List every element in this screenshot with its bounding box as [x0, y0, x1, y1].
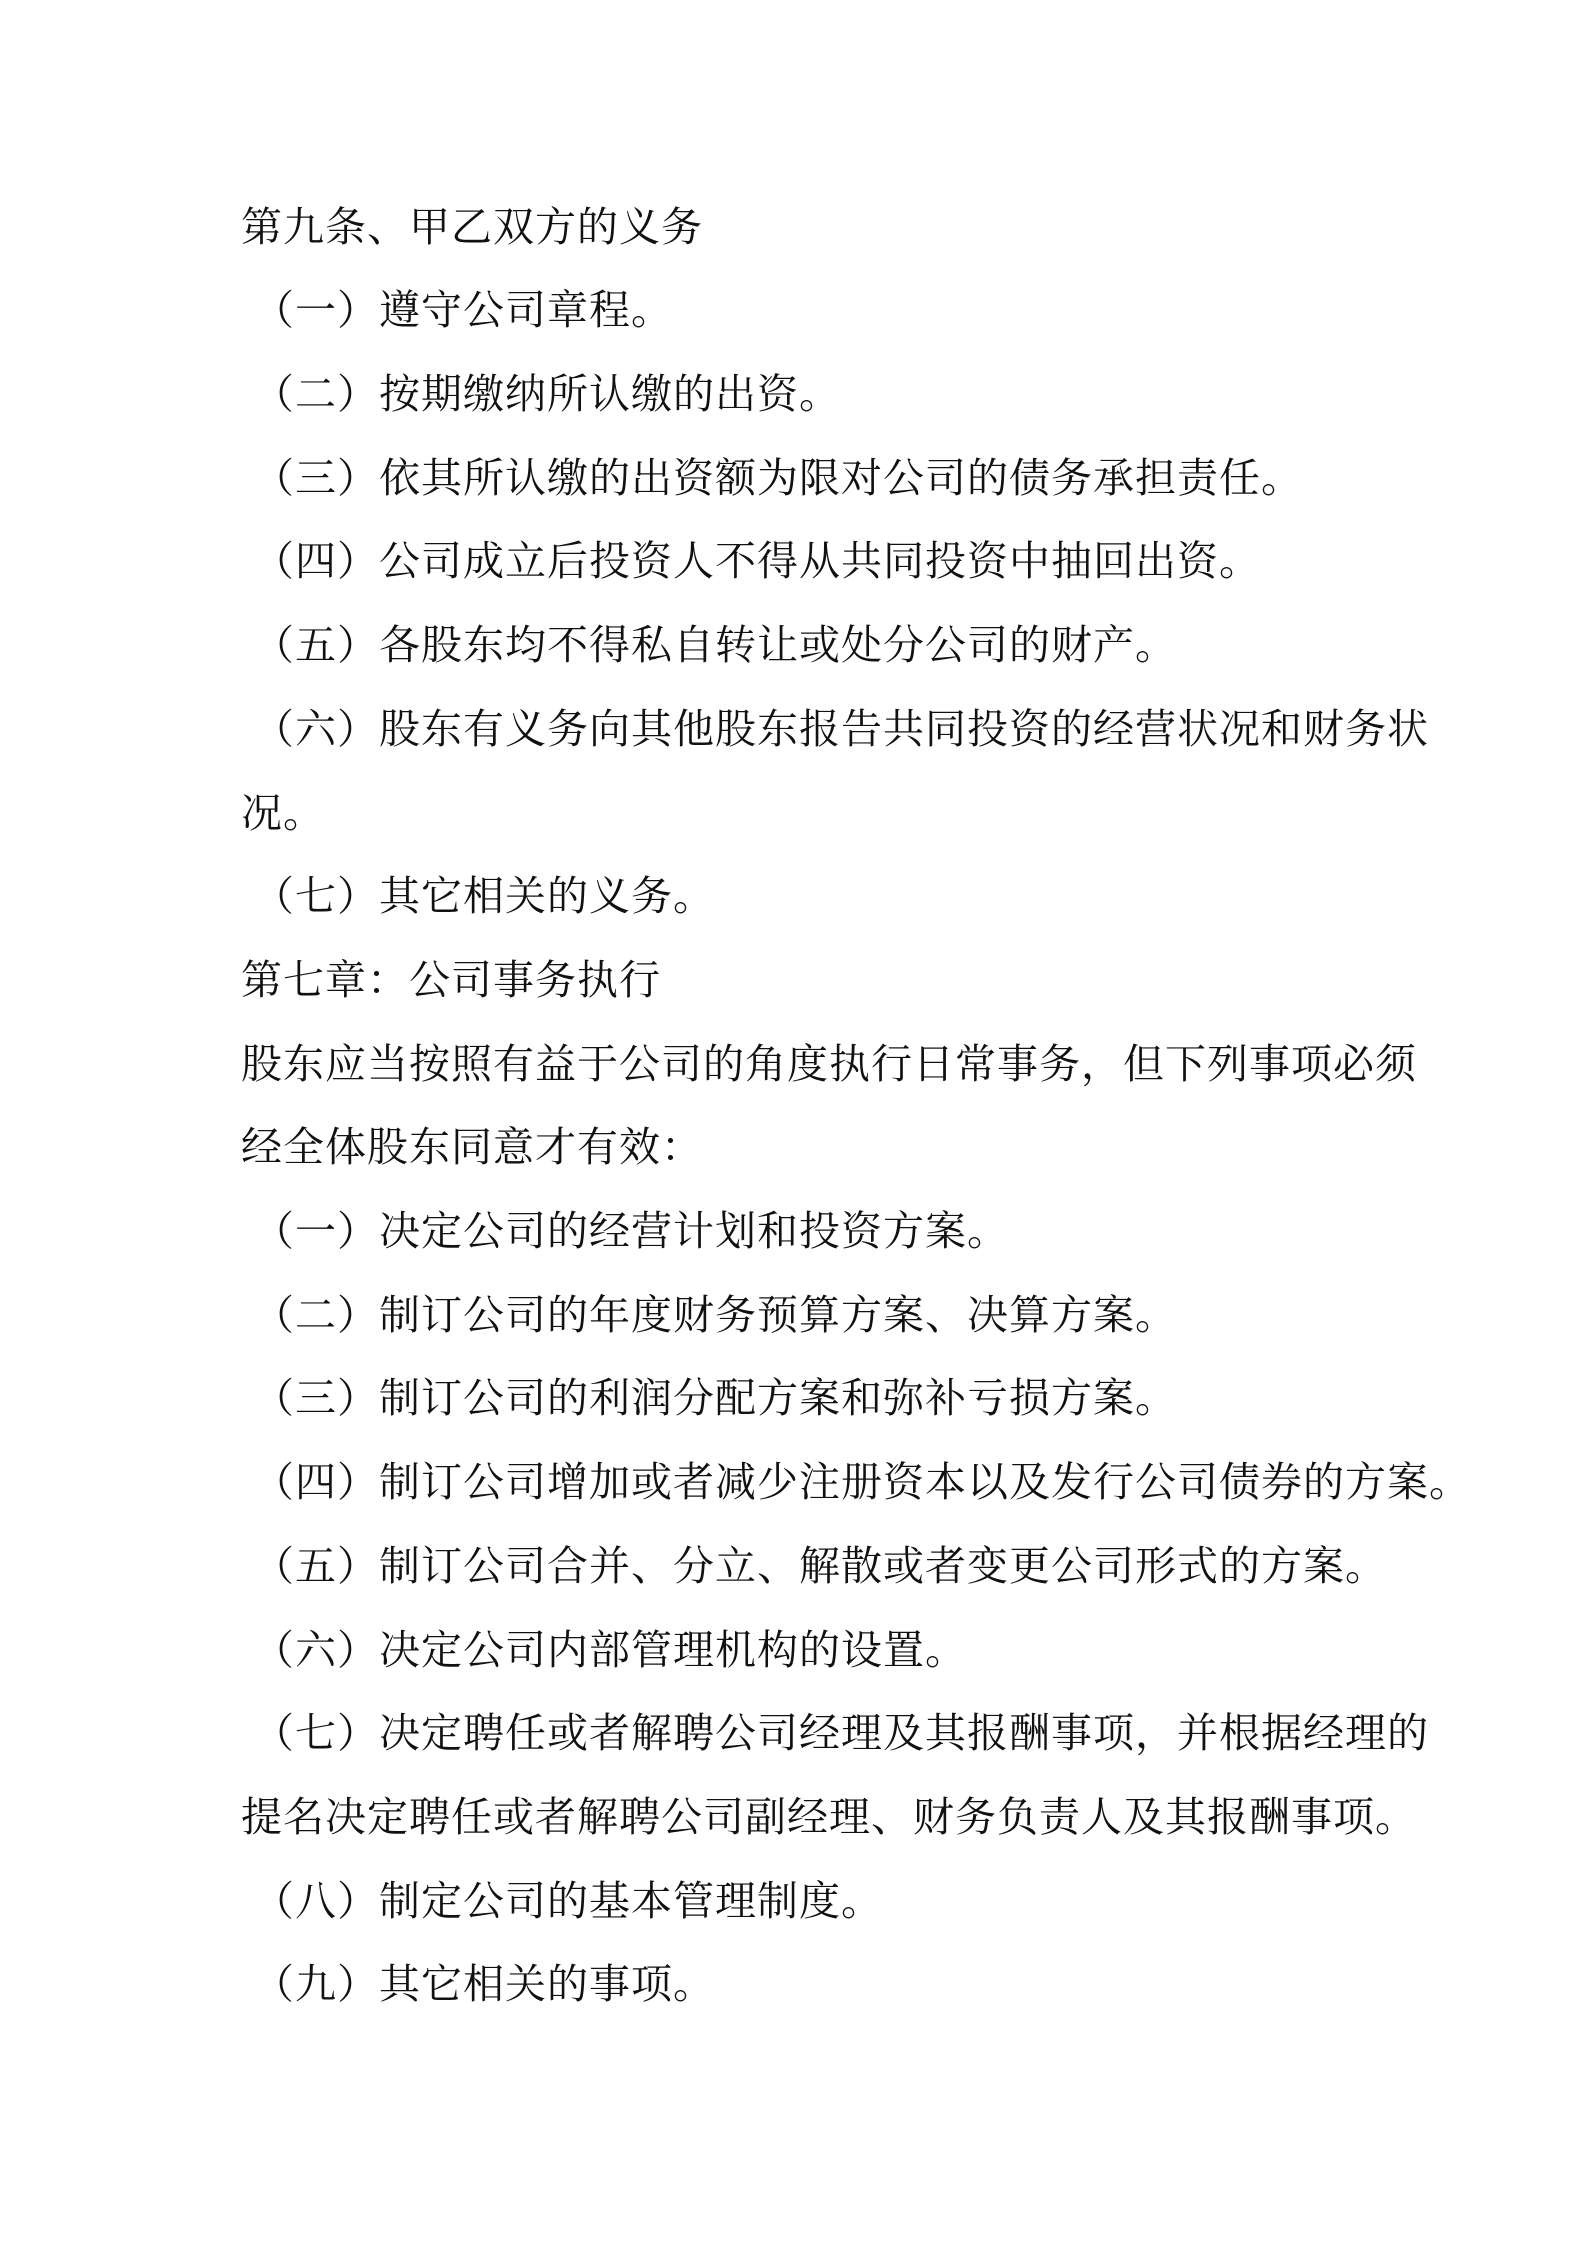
chapter-heading: 第七章：公司事务执行	[241, 956, 661, 1004]
list-item-continuation: 况。	[241, 789, 325, 837]
list-item: （三）依其所认缴的出资额为限对公司的债务承担责任。	[253, 454, 1303, 502]
list-item: （六）股东有义务向其他股东报告共同投资的经营状况和财务状	[253, 705, 1429, 753]
list-item: （五）制订公司合并、分立、解散或者变更公司形式的方案。	[253, 1542, 1387, 1590]
article-heading: 第九条、甲乙双方的义务	[241, 203, 703, 251]
list-item: （七）决定聘任或者解聘公司经理及其报酬事项，并根据经理的	[253, 1709, 1429, 1757]
list-item: （五）各股东均不得私自转让或处分公司的财产。	[253, 621, 1177, 669]
list-item: （八）制定公司的基本管理制度。	[253, 1877, 883, 1925]
list-item: （二）制订公司的年度财务预算方案、决算方案。	[253, 1291, 1177, 1339]
list-item: （四）制订公司增加或者减少注册资本以及发行公司债券的方案。	[253, 1458, 1471, 1506]
list-item: （四）公司成立后投资人不得从共同投资中抽回出资。	[253, 537, 1261, 585]
list-item-continuation: 提名决定聘任或者解聘公司副经理、财务负责人及其报酬事项。	[241, 1793, 1417, 1841]
chapter-intro-continuation: 经全体股东同意才有效：	[241, 1123, 703, 1171]
list-item: （七）其它相关的义务。	[253, 872, 715, 920]
list-item: （一）遵守公司章程。	[253, 286, 673, 334]
list-item: （一）决定公司的经营计划和投资方案。	[253, 1207, 1009, 1255]
list-item: （六）决定公司内部管理机构的设置。	[253, 1626, 967, 1674]
chapter-intro: 股东应当按照有益于公司的角度执行日常事务，但下列事项必须	[241, 1040, 1417, 1088]
list-item: （三）制订公司的利润分配方案和弥补亏损方案。	[253, 1374, 1177, 1422]
list-item: （二）按期缴纳所认缴的出资。	[253, 370, 841, 418]
list-item: （九）其它相关的事项。	[253, 1960, 715, 2008]
